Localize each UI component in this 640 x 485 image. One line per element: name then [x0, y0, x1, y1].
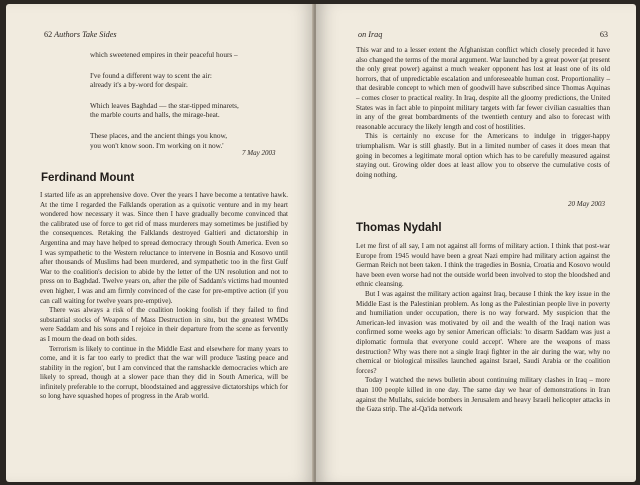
poem-line: which sweetened empires in their peaceful hours –	[90, 50, 238, 59]
author-heading-nydahl: Thomas Nydahl	[356, 222, 442, 234]
poem-line: These places, and the ancient things you know,	[90, 130, 228, 140]
poem-line: Which leaves Baghdad — the star-tipped minarets,	[90, 100, 239, 110]
author-heading-mount: Ferdinand Mount	[41, 172, 135, 184]
body-text-right-bottom	[356, 242, 610, 415]
right-page	[316, 4, 636, 482]
paragraph: But I was against the military action against Iraq, because I think the key issue in the Middle East is the Palestinian problem. As long as the Palestinian people live in poverty and humiliation under occupation, there is no way forward. My suspicion that the American-led invasion was motivated by oil and the wealth of the Iraqi nation was confirmed some weeks ago by senior American officials: 'to disarm Saddam was just a diplomatic formula that everyone could accept'. Where are the weapons of mass destruction? Why was there not a single Iraqi fighter in the air during the war, why no chemical or biological missiles launched against Israel, Saudi Arabia or the coalition forces?	[356, 289, 610, 375]
body-text-left	[40, 191, 288, 402]
paragraph: Today I watched the news bulletin about continuing military clashes in Iraq – more than 100 people killed in one day. The same day we hear of demonstrations in Iran against the Mullahs, suicide bombers in Jerusalem and heavy Israeli helicopter attacks in the Gaza strip. The al-Qa'ida network	[356, 376, 610, 414]
date-left: 7 May 2003	[242, 149, 276, 157]
paragraph: Terrorism is likely to continue in the Middle East and elsewhere for many years to come, and it is far too early to predict that the war will produce 'lasting peace and stability in the region', but I am convinced that the ramshackle democracies which are likely to spread, though at a slower pace than they did in South America, will be infinitely preferable to the corrupt, bloodstained and aggressive dictatorships which for so long have squashed hopes of progress in the Arab world.	[40, 344, 288, 401]
page-number-left: 62	[44, 30, 53, 39]
paragraph: This war and to a lesser extent the Afghanistan conflict which closely preceded it have also changed the terms of the moral argument. War launched by a great power (at present the only great power) against a much weaker opponent has lost at least one of its old horrors, that of unpredictable escalation and unforeseeable human cost. Proportionality – that desirable concept to which men of goodwill have subscribed since Thomas Aquinas – comes closer to practical reality. In Iraq, despite all the gloomy predictions, the United States was in fact able to pinpoint military targets with far fewer civilian casualties than in any of the great bombardments of the twentieth century and also to forecast with reasonable accuracy the likely length and cost of hostilities.	[356, 46, 610, 131]
body-text-right-top	[356, 46, 610, 180]
poem-line: already it's a by-word for despair.	[90, 80, 188, 90]
paragraph: This is certainly no excuse for the Americans to indulge in trigger-happy triumphalism. War is still ghastly. But in a limited number of cases it does mean that going in becomes a legitimate moral option which has to be carefully measured against staying out. Growing older does at least allow you to observe the cumulative costs of doing nothing.	[356, 132, 610, 179]
poem-continuation	[90, 50, 239, 150]
poem-line: you won't know soon. I'm working on it now.'	[90, 140, 224, 150]
date-right: 20 May 2003	[568, 200, 605, 208]
poem-line: I've found a different way to scent the air:	[90, 70, 212, 80]
page-number-right: 63	[599, 30, 608, 39]
running-head-title: on Iraq	[358, 30, 383, 39]
paragraph: There was always a risk of the coalition looking foolish if they failed to find substantial stocks of Weapons of Mass Destruction in situ, but the greatest WMDs were Saddam and his sons and I rejoice in their departure from the scene as fervently as I mourn the dead on both sides.	[40, 306, 288, 343]
running-head-right	[358, 30, 608, 39]
paragraph: Let me first of all say, I am not against all forms of military action. I think that post-war Europe from 1945 would have been a great Nazi empire had military action against the German Reich not been taken. I think the tragedies in Bosnia, Croatia and Kosovo would have been even worse had not the outside world been involved to stop the bloodshed and ethnic cleansing.	[356, 242, 610, 289]
poem-line: the marble courts and halls, the mirage-heat.	[90, 110, 220, 120]
running-head-left	[44, 30, 117, 39]
left-page	[6, 4, 314, 482]
running-head-title: Authors Take Sides	[54, 30, 117, 39]
paragraph: I started life as an apprehensive dove. Over the years I have become a tentative hawk. At the time I regarded the Falklands operation as a quixotic venture and in my heart wondered how necessary it was. Since then I have gradually become convinced that the calibrated use of force to get rid of mass murderers may sometimes be justified by the consequences. Retaking the Falklands destroyed Galtieri and dictatorship in Argentina and may have helped to spread democracy through South America. Even so I was sympathetic to the Western reluctance to intervene in Bosnia and Kosovo until after thousands of Muslims had been murdered, and sympathetic too in the first Gulf War to the coalition's decision to abide by the letter of the UN resolution and not to press on to Baghdad. Twelve years on, after the pile of Saddam's victims had mounted even higher, I was and am firmly convinced of the case for pre-emptive action (if you can call waiting for twelve years pre-emptive).	[40, 191, 288, 305]
